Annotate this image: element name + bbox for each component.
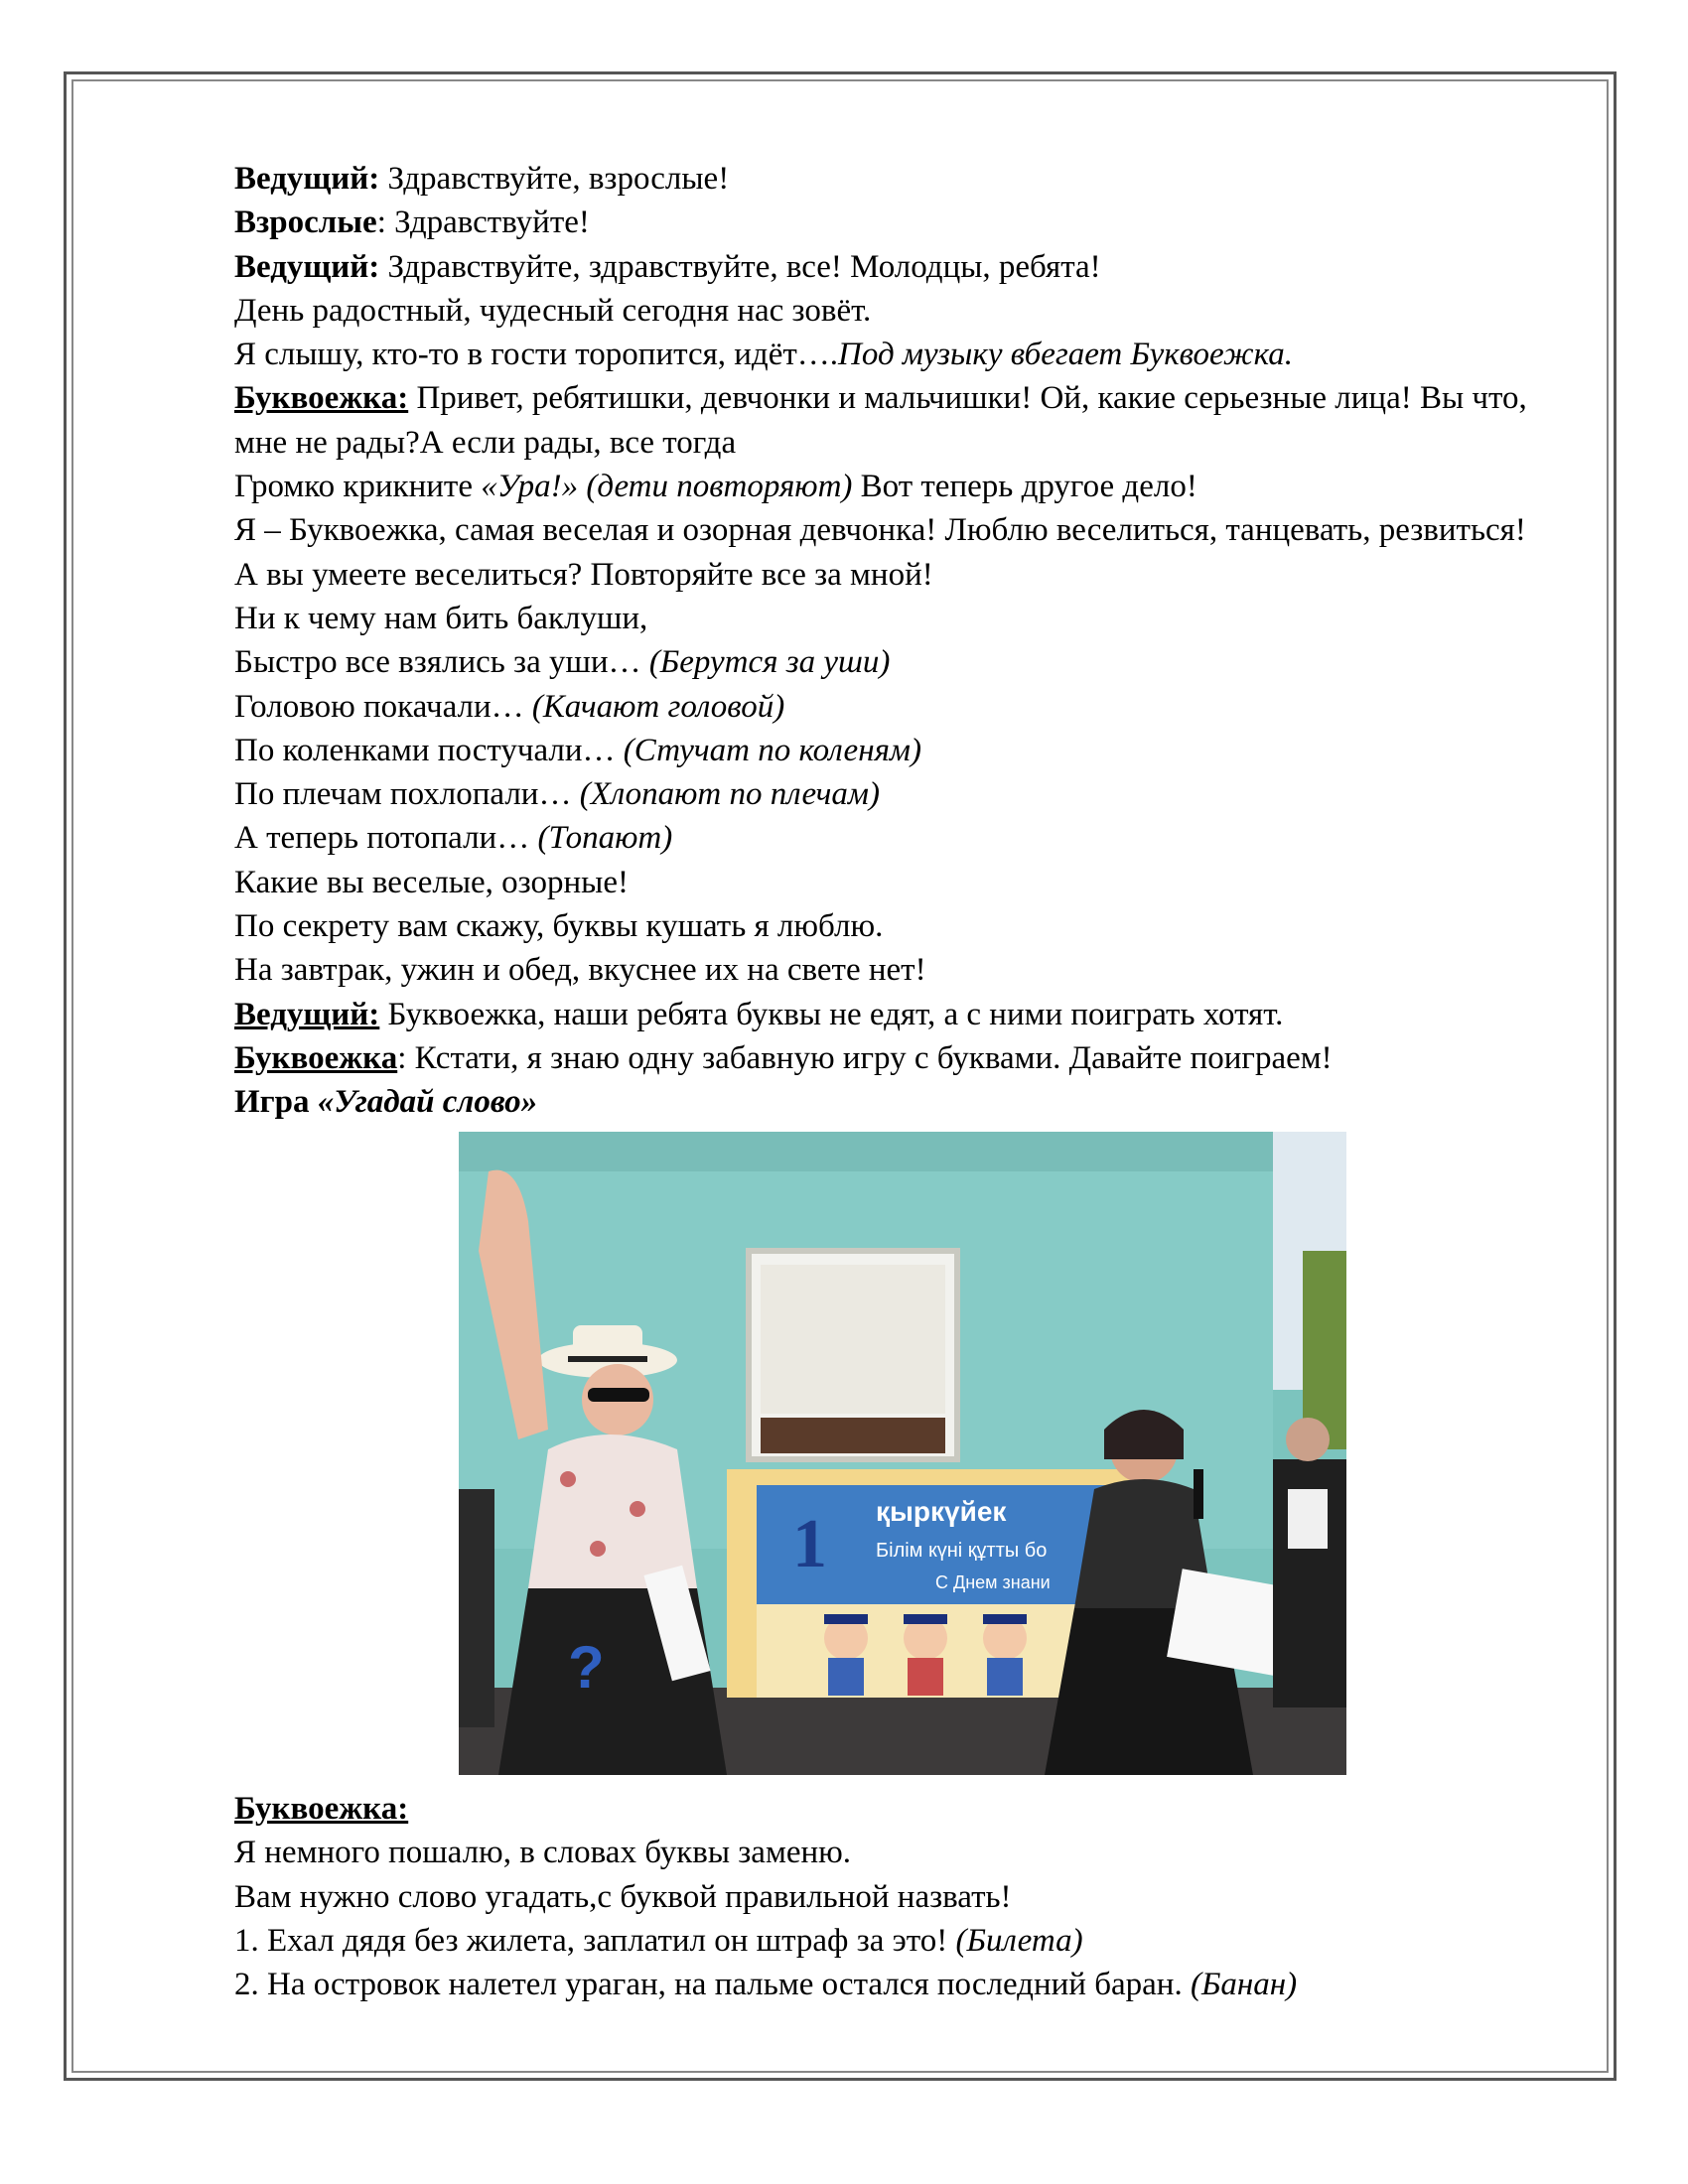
banner-line-3: С Днем знани xyxy=(935,1572,1051,1592)
svg-text:?: ? xyxy=(568,1634,605,1701)
line-mischief: Я немного пошалю, в словах буквы заменю. xyxy=(234,1835,852,1871)
line-poem-1: Ни к чему нам бить баклуши, xyxy=(234,600,648,636)
line-shout-hooray: Громко крикните «Ура!» (дети повторяют) Вот теперь другое дело! xyxy=(234,469,1197,505)
riddle-2: 2. На островок налетел ураган, на пальме остался последний баран. (Банан) xyxy=(234,1967,1298,2003)
line-host-reply: Ведущий: Буквоежка, наши ребята буквы не едят, а с ними поиграть хотят. xyxy=(234,996,1284,1032)
line-bukvoezhka-label: Буквоежка: xyxy=(234,1791,409,1827)
line-bukvoezhka-game: Буквоежка: Кстати, я знаю одну забавную игру с буквами. Давайте поиграем! xyxy=(234,1039,1333,1076)
line-breakfast: На завтрак, ужин и обед, вкуснее их на свете нет! xyxy=(234,952,926,989)
game-title: Игра «Угадай слово» xyxy=(234,1084,538,1121)
line-poem-5: По плечам похлопали… (Хлопают по плечам) xyxy=(234,776,880,813)
riddle-1: 1. Ехал дядя без жилета, заплатил он штраф за это! (Билета) xyxy=(234,1922,1083,1959)
line-guest-coming: Я слышу, кто-то в гости торопится, идёт….Под музыку вбегает Буквоежка. xyxy=(234,337,1293,373)
banner-number: 1 xyxy=(792,1506,827,1582)
line-secret: По секрету вам скажу, буквы кушать я люблю. xyxy=(234,908,884,945)
line-poem-6: А теперь потопали… (Топают) xyxy=(234,820,673,857)
line-adults-reply: Взрослые: Здравствуйте! xyxy=(234,205,590,241)
banner-line-2: Білім күні құтты бо xyxy=(876,1540,1048,1562)
line-cheerful: Какие вы веселые, озорные! xyxy=(234,864,629,900)
line-bukvoezhka-greeting: Буквоежка: Привет, ребятишки, девчонки и мальчишки! Ой, какие серьезные лица! Вы что, мне не рады?А если рады, все тогда xyxy=(234,380,1527,461)
line-host-hello-all: Ведущий: Здравствуйте, здравствуйте, все! Молодцы, ребята! xyxy=(234,248,1101,285)
line-poem-4: По коленками постучали… (Стучат по коленям) xyxy=(234,732,921,768)
line-poem-2: Быстро все взялись за уши… (Берутся за уши) xyxy=(234,644,891,681)
line-intro: Я – Буквоежка, самая веселая и озорная девчонка! Люблю веселиться, танцевать, резвиться! А вы умеете веселиться? Повторяйте все за мной! xyxy=(234,512,1526,593)
line-poem-3: Головою покачали… (Качают головой) xyxy=(234,688,785,725)
line-joyful-day: День радостный, чудесный сегодня нас зовёт. xyxy=(234,292,872,329)
event-photo xyxy=(459,1132,1346,1775)
script-part-1 xyxy=(234,157,1545,1125)
script-part-2 xyxy=(234,1787,1545,2006)
line-host-greeting: Ведущий: Здравствуйте, взрослые! xyxy=(234,161,730,197)
banner-line-1: қыркүйек xyxy=(876,1496,1007,1527)
line-guess-word: Вам нужно слово угадать,с буквой правильной назвать! xyxy=(234,1878,1012,1915)
